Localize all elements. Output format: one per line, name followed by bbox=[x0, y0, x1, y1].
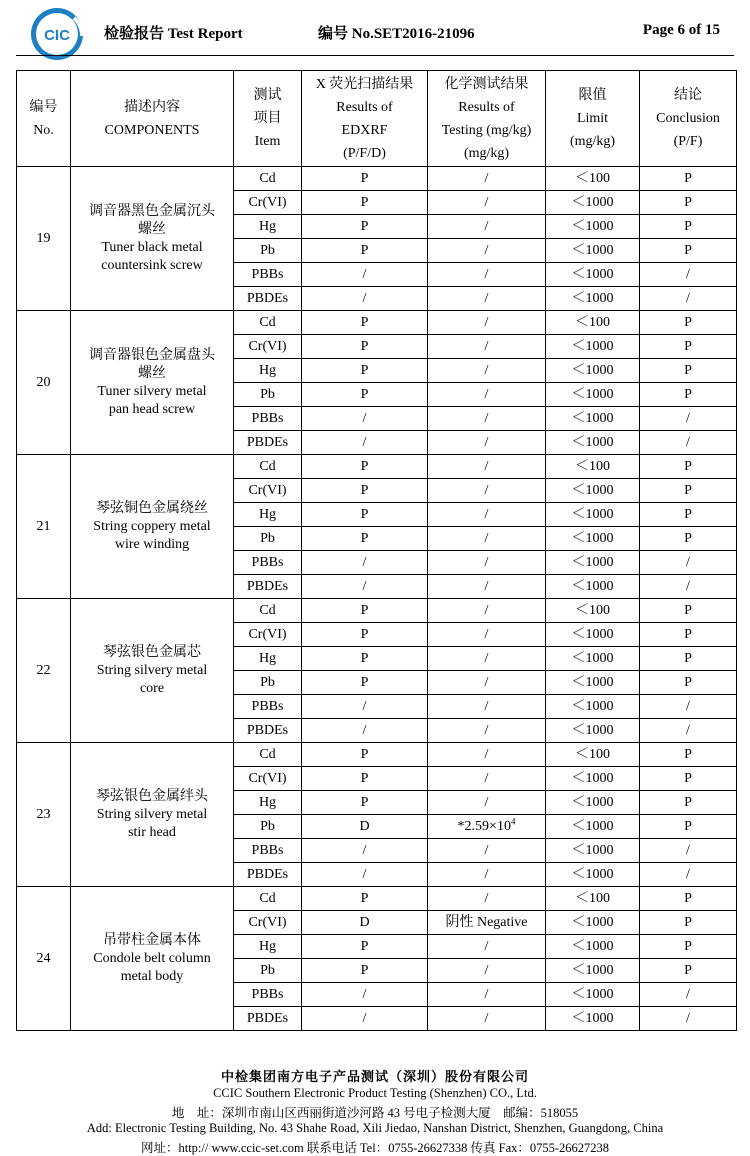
table-row bbox=[17, 599, 737, 623]
report-title: 检验报告 Test Report bbox=[104, 26, 243, 42]
component-description bbox=[71, 455, 234, 599]
header-col-components bbox=[71, 71, 234, 167]
cell-edxrf: D bbox=[302, 911, 428, 935]
cell-limit: ＜1000 bbox=[546, 191, 640, 215]
cell-item: Pb bbox=[234, 383, 302, 407]
cell-limit: ＜1000 bbox=[546, 623, 640, 647]
cell-conclusion: P bbox=[640, 239, 737, 263]
cell-limit: ＜1000 bbox=[546, 239, 640, 263]
cell-conclusion: P bbox=[640, 599, 737, 623]
cell-limit: ＜1000 bbox=[546, 647, 640, 671]
header-line: EDXRF bbox=[341, 122, 388, 138]
header-col-edxrf bbox=[302, 71, 428, 167]
description-line: 调音器银色金属盘头 bbox=[89, 347, 215, 363]
header-col-item bbox=[234, 71, 302, 167]
cell-edxrf: / bbox=[302, 407, 428, 431]
cell-conclusion: P bbox=[640, 479, 737, 503]
cell-item: PBBs bbox=[234, 839, 302, 863]
cell-conclusion: P bbox=[640, 455, 737, 479]
header-line: 项目 bbox=[253, 111, 282, 126]
cell-conclusion: P bbox=[640, 623, 737, 647]
cell-limit: ＜1000 bbox=[546, 263, 640, 287]
header-line: (P/F/D) bbox=[343, 145, 386, 161]
cell-edxrf: P bbox=[302, 335, 428, 359]
cell-limit: ＜100 bbox=[546, 455, 640, 479]
cell-limit: ＜100 bbox=[546, 599, 640, 623]
cell-item: Hg bbox=[234, 935, 302, 959]
cell-item: Hg bbox=[234, 215, 302, 239]
header-line: (mg/kg) bbox=[463, 145, 510, 161]
cell-testing: / bbox=[428, 839, 546, 863]
value-exponent: 4 bbox=[510, 816, 516, 827]
cell-testing: / bbox=[428, 791, 546, 815]
header-line: Results of bbox=[458, 99, 515, 115]
cell-limit: ＜1000 bbox=[546, 527, 640, 551]
description-line: String coppery metal bbox=[93, 518, 211, 534]
cell-conclusion: / bbox=[640, 575, 737, 599]
cell-testing: / bbox=[428, 863, 546, 887]
cell-testing: / bbox=[428, 455, 546, 479]
cell-conclusion: P bbox=[640, 191, 737, 215]
cell-limit: ＜1000 bbox=[546, 383, 640, 407]
table-header-row bbox=[17, 71, 737, 167]
cell-testing: / bbox=[428, 551, 546, 575]
cell-testing: / bbox=[428, 263, 546, 287]
cell-conclusion: P bbox=[640, 743, 737, 767]
header-line: Conclusion bbox=[656, 111, 720, 126]
cell-item: Cr(VI) bbox=[234, 767, 302, 791]
cell-testing: / bbox=[428, 503, 546, 527]
cell-edxrf: P bbox=[302, 959, 428, 983]
cell-edxrf: P bbox=[302, 479, 428, 503]
cell-testing: / bbox=[428, 383, 546, 407]
cell-edxrf: / bbox=[302, 719, 428, 743]
cell-item: PBDEs bbox=[234, 863, 302, 887]
cell-item: PBDEs bbox=[234, 431, 302, 455]
cell-conclusion: / bbox=[640, 983, 737, 1007]
cell-conclusion: P bbox=[640, 815, 737, 839]
footer-contact: 网址：http:// www.ccic-set.com 联系电话 Tel：0755-26627338 传真 Fax：0755-26627238 bbox=[140, 1141, 610, 1155]
cell-conclusion: / bbox=[640, 407, 737, 431]
cell-limit: ＜1000 bbox=[546, 671, 640, 695]
description-line: Tuner silvery metal bbox=[97, 383, 207, 399]
component-description bbox=[71, 599, 234, 743]
header-line: 结论 bbox=[674, 88, 702, 103]
header-line: Item bbox=[254, 134, 281, 149]
cell-item: Cr(VI) bbox=[234, 479, 302, 503]
footer-address-cn: 地 址：深圳市南山区西丽街道沙河路 43 号电子检测大厦 邮编：518055 bbox=[171, 1106, 579, 1120]
cell-item: Pb bbox=[234, 671, 302, 695]
component-description bbox=[71, 743, 234, 887]
header-line: 化学测试结果 bbox=[444, 76, 529, 92]
cell-edxrf: / bbox=[302, 263, 428, 287]
cell-limit: ＜1000 bbox=[546, 575, 640, 599]
cell-item: Pb bbox=[234, 239, 302, 263]
cell-item: Pb bbox=[234, 959, 302, 983]
cell-testing: / bbox=[428, 191, 546, 215]
cell-edxrf: D bbox=[302, 815, 428, 839]
cell-testing bbox=[428, 815, 546, 839]
header-line: 限值 bbox=[578, 88, 607, 103]
cell-item: Cr(VI) bbox=[234, 911, 302, 935]
component-description bbox=[71, 887, 234, 1031]
cell-conclusion: P bbox=[640, 647, 737, 671]
description-line: core bbox=[139, 680, 165, 696]
component-description bbox=[71, 311, 234, 455]
cell-conclusion: P bbox=[640, 671, 737, 695]
description-line: Tuner black metal bbox=[101, 239, 203, 255]
cell-edxrf: / bbox=[302, 575, 428, 599]
cell-limit: ＜1000 bbox=[546, 431, 640, 455]
cell-edxrf: P bbox=[302, 359, 428, 383]
cell-edxrf: P bbox=[302, 215, 428, 239]
description-line: 螺丝 bbox=[138, 221, 166, 237]
cell-limit: ＜1000 bbox=[546, 719, 640, 743]
sample-number: 20 bbox=[17, 311, 71, 455]
cell-edxrf: P bbox=[302, 647, 428, 671]
header-line: Testing (mg/kg) bbox=[441, 122, 532, 138]
cell-limit: ＜1000 bbox=[546, 839, 640, 863]
cell-limit: ＜1000 bbox=[546, 503, 640, 527]
cell-testing: / bbox=[428, 359, 546, 383]
cell-limit: ＜1000 bbox=[546, 359, 640, 383]
cell-conclusion: P bbox=[640, 167, 737, 191]
cell-testing: / bbox=[428, 167, 546, 191]
header-line: (mg/kg) bbox=[569, 134, 616, 149]
header-line: X 荧光扫描结果 bbox=[315, 76, 414, 92]
cell-item: PBDEs bbox=[234, 1007, 302, 1031]
cell-testing: / bbox=[428, 335, 546, 359]
cell-item: Hg bbox=[234, 359, 302, 383]
cell-conclusion: P bbox=[640, 527, 737, 551]
cell-edxrf: P bbox=[302, 311, 428, 335]
cell-item: PBBs bbox=[234, 407, 302, 431]
cell-item: PBDEs bbox=[234, 719, 302, 743]
cell-limit: ＜1000 bbox=[546, 695, 640, 719]
header-col-conclusion bbox=[640, 71, 737, 167]
cell-item: Pb bbox=[234, 815, 302, 839]
cell-edxrf: P bbox=[302, 671, 428, 695]
cell-conclusion: / bbox=[640, 431, 737, 455]
cell-edxrf: P bbox=[302, 383, 428, 407]
cell-conclusion: P bbox=[640, 215, 737, 239]
cell-limit: ＜1000 bbox=[546, 959, 640, 983]
header-col-no bbox=[17, 71, 71, 167]
cell-limit: ＜100 bbox=[546, 311, 640, 335]
description-line: stir head bbox=[128, 824, 176, 840]
table-row bbox=[17, 311, 737, 335]
cell-item: Cr(VI) bbox=[234, 335, 302, 359]
cell-edxrf: P bbox=[302, 239, 428, 263]
cell-conclusion: / bbox=[640, 839, 737, 863]
cell-conclusion: P bbox=[640, 767, 737, 791]
cell-conclusion: P bbox=[640, 503, 737, 527]
cell-limit: ＜1000 bbox=[546, 911, 640, 935]
sample-number: 23 bbox=[17, 743, 71, 887]
cell-testing: / bbox=[428, 479, 546, 503]
cell-edxrf: P bbox=[302, 767, 428, 791]
cell-edxrf: P bbox=[302, 599, 428, 623]
cell-testing: / bbox=[428, 239, 546, 263]
description-line: countersink screw bbox=[101, 257, 203, 273]
cell-edxrf: P bbox=[302, 935, 428, 959]
cell-testing: / bbox=[428, 959, 546, 983]
header-col-limit bbox=[546, 71, 640, 167]
component-description bbox=[71, 167, 234, 311]
description-line: 调音器黑色金属沉头 bbox=[89, 203, 215, 219]
description-line: 琴弦银色金属芯 bbox=[103, 644, 201, 660]
cell-item: Hg bbox=[234, 791, 302, 815]
cell-edxrf: P bbox=[302, 503, 428, 527]
cell-testing: / bbox=[428, 695, 546, 719]
cell-testing: / bbox=[428, 311, 546, 335]
cell-testing: / bbox=[428, 407, 546, 431]
cell-edxrf: P bbox=[302, 527, 428, 551]
cell-conclusion: / bbox=[640, 263, 737, 287]
cell-conclusion: P bbox=[640, 383, 737, 407]
description-line: wire winding bbox=[114, 536, 190, 552]
cell-conclusion: / bbox=[640, 863, 737, 887]
description-line: pan head screw bbox=[108, 401, 196, 417]
cell-item: PBBs bbox=[234, 551, 302, 575]
footer-company-cn: 中检集团南方电子产品测试（深圳）股份有限公司 bbox=[220, 1069, 529, 1084]
cell-item: PBDEs bbox=[234, 287, 302, 311]
header-line: 编号 bbox=[29, 99, 58, 115]
cell-edxrf: / bbox=[302, 287, 428, 311]
footer-company-en: CCIC Southern Electronic Product Testing (Shenzhen) CO., Ltd. bbox=[213, 1086, 537, 1100]
cell-testing: / bbox=[428, 767, 546, 791]
cell-edxrf: P bbox=[302, 455, 428, 479]
description-line: 琴弦铜色金属绕丝 bbox=[96, 500, 208, 516]
cell-conclusion: P bbox=[640, 887, 737, 911]
cell-item: Cd bbox=[234, 743, 302, 767]
cell-edxrf: / bbox=[302, 839, 428, 863]
cell-edxrf: / bbox=[302, 695, 428, 719]
cell-testing: / bbox=[428, 887, 546, 911]
cell-testing: / bbox=[428, 983, 546, 1007]
cell-item: Hg bbox=[234, 647, 302, 671]
cell-item: PBBs bbox=[234, 263, 302, 287]
cell-limit: ＜1000 bbox=[546, 815, 640, 839]
cell-conclusion: / bbox=[640, 1007, 737, 1031]
cell-limit: ＜1000 bbox=[546, 767, 640, 791]
cell-edxrf: P bbox=[302, 791, 428, 815]
ccic-logo bbox=[24, 6, 90, 62]
header-line: No. bbox=[33, 122, 54, 138]
cell-conclusion: / bbox=[640, 695, 737, 719]
header-line: 描述内容 bbox=[124, 99, 180, 115]
description-line: 螺丝 bbox=[138, 365, 166, 381]
cell-testing: / bbox=[428, 599, 546, 623]
cell-item: PBDEs bbox=[234, 575, 302, 599]
cell-limit: ＜100 bbox=[546, 743, 640, 767]
cell-edxrf: / bbox=[302, 983, 428, 1007]
cell-conclusion: / bbox=[640, 287, 737, 311]
cell-testing: / bbox=[428, 935, 546, 959]
cell-item: PBBs bbox=[234, 695, 302, 719]
cell-conclusion: / bbox=[640, 719, 737, 743]
table-row bbox=[17, 455, 737, 479]
cell-item: Cr(VI) bbox=[234, 623, 302, 647]
cell-item: Cd bbox=[234, 599, 302, 623]
test-results-table bbox=[16, 70, 737, 1031]
cell-testing: / bbox=[428, 647, 546, 671]
sample-number: 19 bbox=[17, 167, 71, 311]
cell-item: Cr(VI) bbox=[234, 191, 302, 215]
sample-number: 24 bbox=[17, 887, 71, 1031]
cell-edxrf: P bbox=[302, 167, 428, 191]
cell-testing: / bbox=[428, 431, 546, 455]
cell-conclusion: P bbox=[640, 311, 737, 335]
cell-conclusion: / bbox=[640, 551, 737, 575]
header-line: Limit bbox=[576, 111, 609, 126]
cell-testing: / bbox=[428, 743, 546, 767]
header-line: Results of bbox=[336, 99, 393, 115]
cell-limit: ＜1000 bbox=[546, 983, 640, 1007]
cell-item: Cd bbox=[234, 167, 302, 191]
description-line: String silvery metal bbox=[96, 662, 208, 678]
cell-testing: / bbox=[428, 719, 546, 743]
cell-limit: ＜1000 bbox=[546, 551, 640, 575]
header-divider bbox=[16, 55, 734, 56]
table-row bbox=[17, 167, 737, 191]
cell-limit: ＜1000 bbox=[546, 935, 640, 959]
cell-item: Hg bbox=[234, 503, 302, 527]
value-mantissa: *2.59×10 bbox=[457, 819, 511, 834]
logo-text: CIC bbox=[44, 27, 70, 44]
cell-limit: ＜1000 bbox=[546, 407, 640, 431]
cell-item: Cd bbox=[234, 311, 302, 335]
cell-testing: / bbox=[428, 575, 546, 599]
description-line: 吊带柱金属本体 bbox=[103, 932, 201, 948]
cell-edxrf: / bbox=[302, 863, 428, 887]
cell-limit: ＜1000 bbox=[546, 287, 640, 311]
cell-edxrf: / bbox=[302, 1007, 428, 1031]
cell-limit: ＜100 bbox=[546, 887, 640, 911]
table-row bbox=[17, 743, 737, 767]
page-number: Page 6 of 15 bbox=[642, 22, 720, 38]
header-line: COMPONENTS bbox=[104, 122, 200, 138]
header-col-testing bbox=[428, 71, 546, 167]
cell-testing: 阴性 Negative bbox=[428, 911, 546, 935]
cell-conclusion: P bbox=[640, 791, 737, 815]
cell-conclusion: P bbox=[640, 935, 737, 959]
description-line: metal body bbox=[120, 968, 184, 984]
cell-item: Cd bbox=[234, 887, 302, 911]
cell-testing: / bbox=[428, 527, 546, 551]
cell-limit: ＜1000 bbox=[546, 1007, 640, 1031]
sample-number: 21 bbox=[17, 455, 71, 599]
cell-item: Cd bbox=[234, 455, 302, 479]
cell-limit: ＜1000 bbox=[546, 863, 640, 887]
cell-conclusion: P bbox=[640, 911, 737, 935]
cell-limit: ＜100 bbox=[546, 167, 640, 191]
description-line: 琴弦银色金属绊头 bbox=[96, 788, 208, 804]
cell-edxrf: P bbox=[302, 743, 428, 767]
cell-conclusion: P bbox=[640, 959, 737, 983]
cell-testing: / bbox=[428, 1007, 546, 1031]
cell-item: Pb bbox=[234, 527, 302, 551]
cell-limit: ＜1000 bbox=[546, 791, 640, 815]
cell-edxrf: / bbox=[302, 431, 428, 455]
cell-testing: / bbox=[428, 287, 546, 311]
cell-edxrf: P bbox=[302, 191, 428, 215]
header-line: 测试 bbox=[253, 88, 282, 103]
cell-testing: / bbox=[428, 671, 546, 695]
cell-item: PBBs bbox=[234, 983, 302, 1007]
cell-conclusion: P bbox=[640, 335, 737, 359]
cell-limit: ＜1000 bbox=[546, 335, 640, 359]
cell-limit: ＜1000 bbox=[546, 479, 640, 503]
sample-number: 22 bbox=[17, 599, 71, 743]
cell-edxrf: P bbox=[302, 623, 428, 647]
cell-testing: / bbox=[428, 623, 546, 647]
report-number: 编号 No.SET2016-21096 bbox=[318, 26, 475, 42]
cell-limit: ＜1000 bbox=[546, 215, 640, 239]
cell-testing: / bbox=[428, 215, 546, 239]
footer-address-en: Add: Electronic Testing Building, No. 43 Shahe Road, Xili Jiedao, Nanshan District, Shenzhen, Guangdong, China bbox=[86, 1121, 664, 1135]
cell-edxrf: P bbox=[302, 887, 428, 911]
header-line: (P/F) bbox=[673, 134, 703, 149]
table-row bbox=[17, 887, 737, 911]
cell-conclusion: P bbox=[640, 359, 737, 383]
cell-edxrf: / bbox=[302, 551, 428, 575]
description-line: String silvery metal bbox=[96, 806, 208, 822]
description-line: Condole belt column bbox=[93, 950, 211, 966]
